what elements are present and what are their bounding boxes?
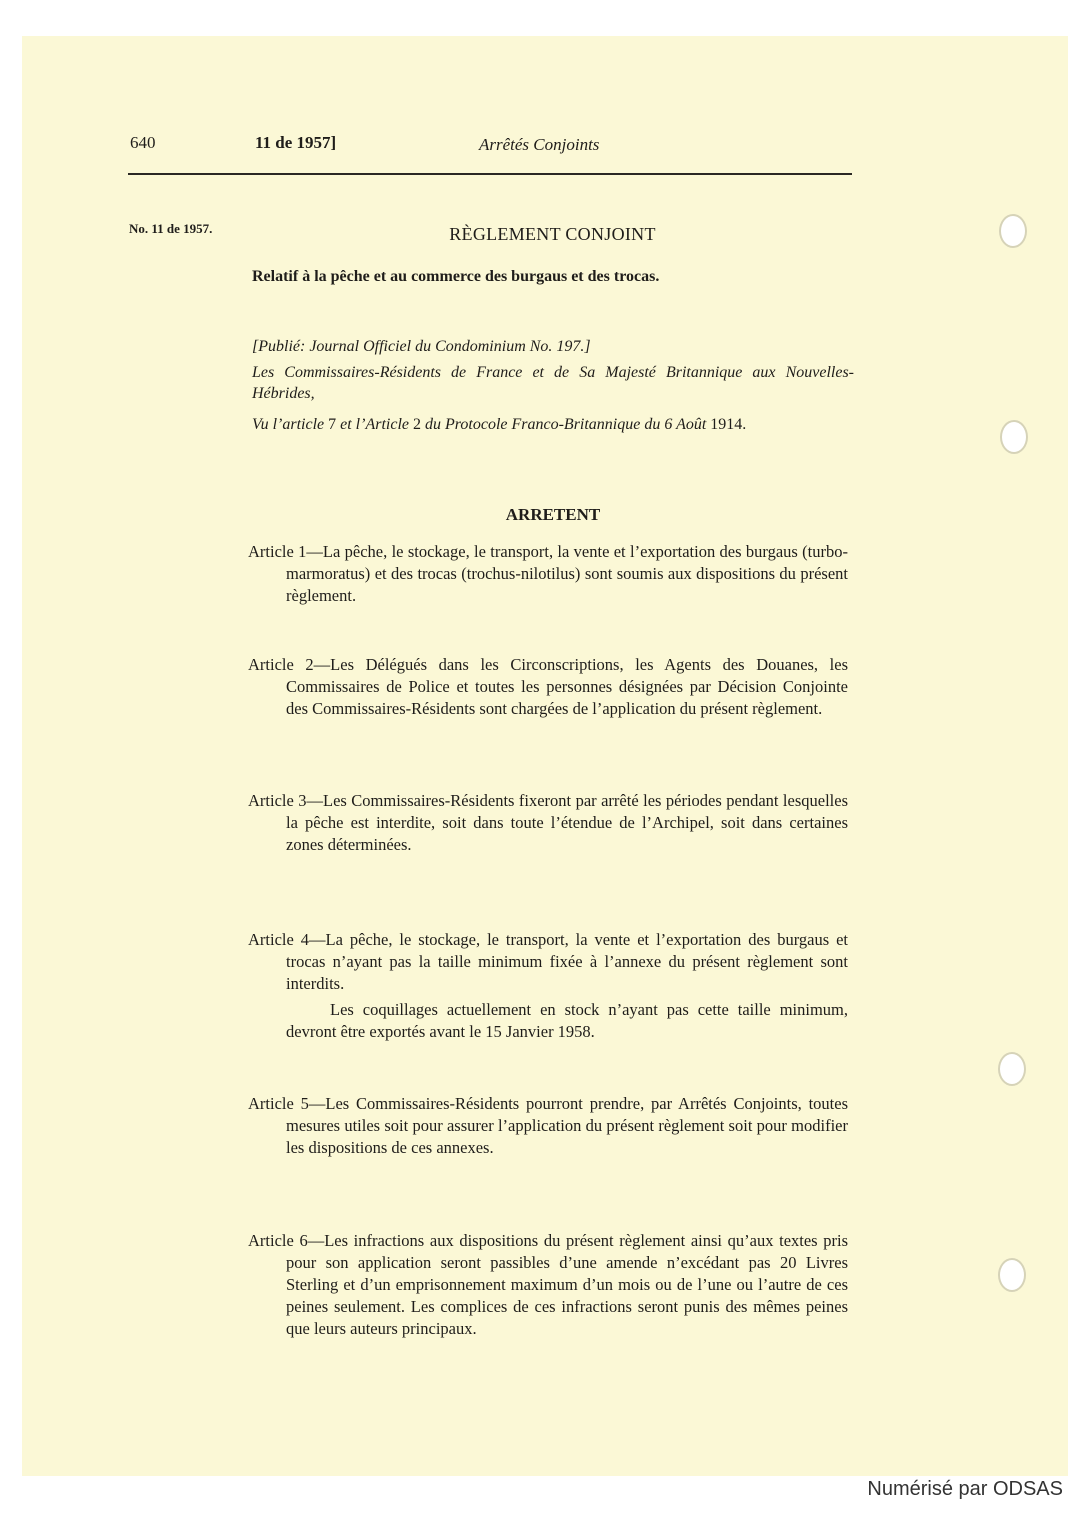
article-text: Article 6—Les infractions aux dispositions du présent règlement ainsi qu’aux textes pris pour son application seront passibles d’une amende n’excédant pas 20 Livres Sterling et d’un emprisonnement maximum d’un mois ou de l’une ou l’autre de ces peines seulement. Les complices de ces infractions seront punis des mêmes peines que leurs auteurs principaux.	[248, 1231, 848, 1338]
page-number: 640	[130, 133, 156, 152]
punch-hole	[998, 1258, 1026, 1292]
article-text: Article 1—La pêche, le stockage, le transport, la vente et l’exportation des burgaus (turbo-marmoratus) et des trocas (trochus-nilotilus) sont soumis aux dispositions du présent règlement.	[248, 542, 848, 605]
regulation-title: RÈGLEMENT CONJOINT	[449, 224, 656, 244]
punch-hole	[1000, 420, 1028, 454]
article-6	[248, 1230, 848, 1340]
punch-hole	[999, 214, 1027, 248]
article-text-paragraph-2: Les coquillages actuellement en stock n’ayant pas cette taille minimum, devront être exportés avant le 15 Janvier 1958.	[286, 1000, 848, 1041]
article-text: Article 4—La pêche, le stockage, le transport, la vente et l’exportation des burgaus et trocas n’ayant pas la taille minimum fixée à l’annexe du présent règlement sont interdits.	[248, 930, 848, 993]
margin-note: No. 11 de 1957.	[129, 221, 213, 236]
legal-basis-part: 2	[412, 416, 421, 433]
article-2	[248, 654, 848, 720]
article-1	[248, 541, 848, 607]
legal-basis-part: Vu l’article	[252, 416, 325, 433]
publication-note: [Publié: Journal Officiel du Condominium No. 197.]	[252, 338, 591, 355]
header-regulation-number: 11 de 1957]	[255, 133, 337, 152]
article-3	[248, 790, 848, 856]
legal-basis-part: et l’Article	[340, 416, 409, 433]
header-rule	[128, 173, 852, 175]
running-header	[130, 133, 852, 161]
article-4	[248, 929, 848, 1043]
issuing-authority: Les Commissaires-Résidents de France et de Sa Majesté Britannique aux Nouvelles-Hébrides,	[252, 364, 854, 402]
legal-basis	[252, 414, 854, 435]
article-5	[248, 1093, 848, 1159]
regulation-subtitle: Relatif à la pêche et au commerce des burgaus et des trocas.	[252, 268, 660, 285]
legal-basis-part: 7	[328, 416, 337, 433]
punch-hole	[998, 1052, 1026, 1086]
article-text: Article 2—Les Délégués dans les Circonscriptions, les Agents des Douanes, les Commissaires de Police et toutes les personnes désignées par Décision Conjointe des Commissaires-Résidents sont chargées de l’application du présent règlement.	[248, 655, 848, 718]
article-text: Article 3—Les Commissaires-Résidents fixeront par arrêté les périodes pendant lesquelles la pêche est interdite, soit dans toute l’étendue de l’Archipel, soit dans certaines zones déterminées.	[248, 791, 848, 854]
article-text: Article 5—Les Commissaires-Résidents pourront prendre, par Arrêtés Conjoints, toutes mesures utiles soit pour assurer l’application du présent règlement soit pour modifier les dispositions de ces annexes.	[248, 1094, 848, 1157]
decree-heading: ARRETENT	[505, 505, 601, 524]
scanner-credit: Numérisé par ODSAS	[867, 1478, 1063, 1500]
legal-basis-part: 1914.	[710, 416, 747, 433]
legal-basis-part: du Protocole Franco-Britannique du 6 Août	[424, 416, 707, 433]
header-title: Arrêtés Conjoints	[479, 135, 600, 154]
